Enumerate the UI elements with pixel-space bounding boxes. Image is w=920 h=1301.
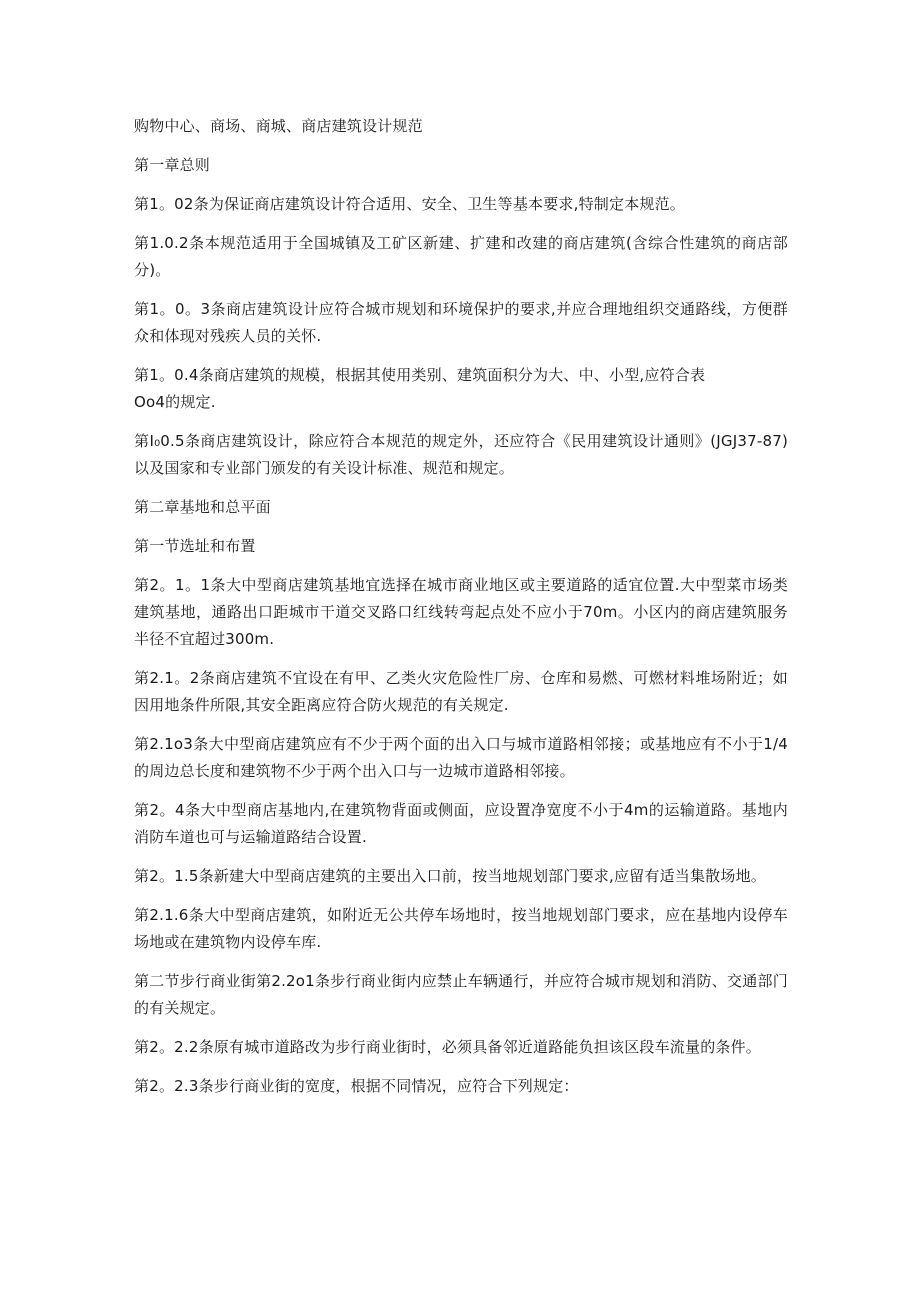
- paragraph-2-1-4: 第2。4条大中型商店基地内,在建筑物背面或侧面，应设置净宽度不小于4m的运输道路。基地内消防车道也可与运输道路结合设置.: [134, 801, 788, 846]
- paragraph-2-2-2: 第2。2.2条原有城市道路改为步行商业街时，必须具备邻近道路能负担该区段车流量的条件。: [134, 1038, 762, 1056]
- paragraph-1-0-5: 第I₀0.5条商店建筑设计，除应符合本规范的规定外，还应符合《民用建筑设计通则》(JGJ37-87)以及国家和专业部门颁发的有关设计标准、规范和规定。: [134, 432, 788, 477]
- paragraph-2-1-6: 第2.1.6条大中型商店建筑，如附近无公共停车场地时，按当地规划部门要求，应在基地内设停车场地或在建筑物内设停车库.: [134, 906, 788, 951]
- document-title: 购物中心、商场、商城、商店建筑设计规范: [134, 117, 423, 135]
- paragraph-1-0-2a: 第1。02条为保证商店建筑设计符合适用、安全、卫生等基本要求,特制定本规范。: [134, 195, 686, 213]
- paragraph-2-1-3: 第2.1o3条大中型商店建筑应有不少于两个面的出入口与城市道路相邻接；或基地应有不小于1/4的周边总长度和建筑物不少于两个出入口与一边城市道路相邻接。: [134, 735, 788, 780]
- chapter-2-heading: 第二章基地和总平面: [134, 498, 271, 516]
- paragraph-2-2-3: 第2。2.3条步行商业街的宽度，根据不同情况，应符合下列规定：: [134, 1077, 579, 1095]
- paragraph-1-0-3: 第1。0。3条商店建筑设计应符合城市规划和环境保护的要求,并应合理地组织交通路线，方便群众和体现对残疾人员的关怀.: [134, 300, 788, 345]
- document-body: [134, 113, 788, 1112]
- section-1-heading: 第一节选址和布置: [134, 537, 256, 555]
- paragraph-2-1-5: 第2。1.5条新建大中型商店建筑的主要出入口前，按当地规划部门要求,应留有适当集散场地。: [134, 867, 766, 885]
- paragraph-2-1-2: 第2.1。2条商店建筑不宜设在有甲、乙类火灾危险性厂房、仓库和易燃、可燃材料堆场附近；如因用地条件所限,其安全距离应符合防火规范的有关规定.: [134, 669, 788, 714]
- paragraph-2-1-1: 第2。1。1条大中型商店建筑基地宜选择在城市商业地区或主要道路的适宜位置.大中型菜市场类建筑基地，通路出口距城市干道交叉路口红线转弯起点处不应小于70m。小区内的商店建筑服务半径不宜超过300m.: [134, 576, 788, 648]
- paragraph-2-2-1: 第二节步行商业街第2.2o1条步行商业街内应禁止车辆通行，并应符合城市规划和消防、交通部门的有关规定。: [134, 972, 788, 1017]
- paragraph-1-0-4-line2: Oo4的规定.: [134, 393, 216, 411]
- chapter-1-heading: 第一章总则: [134, 156, 211, 174]
- paragraph-1-0-4: [134, 362, 788, 416]
- paragraph-1-0-4-line1: 第1。0.4条商店建筑的规模，根据其使用类别、建筑面积分为大、中、小型,应符合表: [134, 366, 706, 384]
- paragraph-1-0-2b: 第1.0.2条本规范适用于全国城镇及工矿区新建、扩建和改建的商店建筑(含综合性建筑的商店部分)。: [134, 234, 788, 279]
